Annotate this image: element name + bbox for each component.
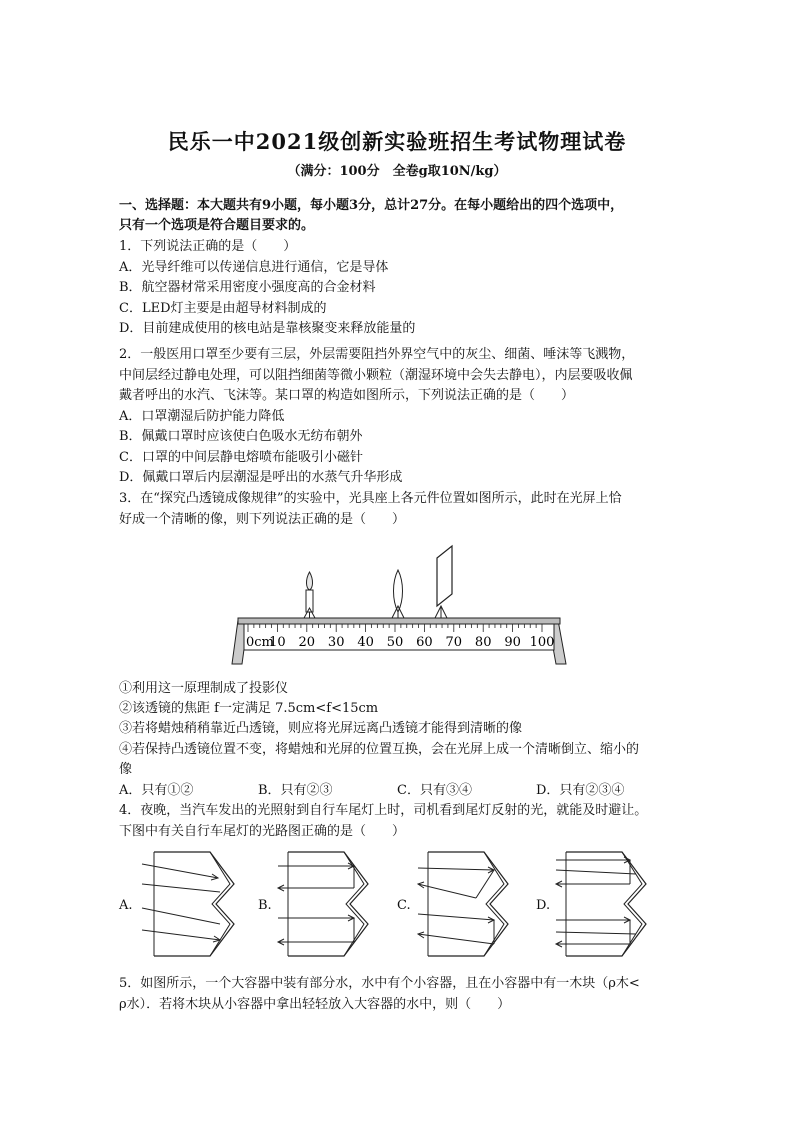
- q3-option-d: D．只有②③④: [536, 783, 625, 798]
- q4-diagram-c: [414, 848, 520, 962]
- q3-statement-4: ④若保持凸透镜位置不变，将蜡烛和光屏的位置互换，会在光屏上成一个清晰倒立、缩小的: [119, 742, 640, 757]
- q4-stem-line1: 4．夜晚，当汽车发出的光照射到自行车尾灯上时，司机看到尾灯反射的光，就能及时避让。: [119, 803, 648, 818]
- q3-statement-2: ②该透镜的焦距 f一定满足 7.5cm<f<15cm: [119, 701, 379, 716]
- q1-option-c: C．LED灯主要是由超导材料制成的: [119, 301, 327, 316]
- section-heading-line2: 只有一个选项是符合题目要求的。: [119, 218, 315, 233]
- q1-option-a: A．光导纤维可以传递信息进行通信，它是导体: [119, 260, 389, 275]
- q4-label-c: C.: [397, 898, 411, 913]
- ruler-tick-label: 70: [445, 635, 463, 650]
- q2-option-d: D．佩戴口罩后内层潮湿是呼出的水蒸气升华形成: [119, 470, 403, 485]
- q4-diagram-b: [276, 848, 382, 962]
- q5-stem-line2: ρ水）．若将木块从小容器中拿出轻轻放入大容器的水中，则（ ）: [119, 997, 511, 1012]
- q2-stem-line1: 2．一般医用口罩至少要有三层，外层需要阻挡外界空气中的灰尘、细菌、唾沫等飞溅物，: [119, 347, 635, 362]
- ruler-tick-label: 50: [386, 635, 404, 650]
- q2-option-a: A．口罩潮湿后防护能力降低: [119, 409, 285, 424]
- optical-bench-figure: [230, 542, 570, 666]
- q2-option-b: B．佩戴口罩时应该使白色吸水无纺布朝外: [119, 429, 363, 444]
- q4-stem-line2: 下图中有关自行车尾灯的光路图正确的是（ ）: [119, 824, 406, 839]
- ruler-tick-label: 90: [504, 635, 521, 650]
- q2-stem-line3: 戴者呼出的水汽、飞沫等。某口罩的构造如图所示，下列说法正确的是（ ）: [119, 388, 575, 403]
- q3-option-b: B．只有②③: [258, 783, 333, 798]
- q3-statement-4-cont: 像: [119, 762, 133, 777]
- bench-top-rail: [238, 618, 560, 624]
- q3-statement-3: ③若将蜡烛稍稍靠近凸透镜，则应将光屏远离凸透镜才能得到清晰的像: [119, 721, 523, 736]
- page-subtitle: （满分：100分 全卷g取10N/kg）: [287, 164, 507, 179]
- q4-label-d: D.: [536, 898, 551, 913]
- page-title: 民乐一中2021级创新实验班招生考试物理试卷: [167, 129, 627, 154]
- q3-statement-1: ①利用这一原理制成了投影仪: [119, 681, 289, 696]
- candle: [304, 572, 315, 618]
- q5-stem-line1: 5．如图所示，一个大容器中装有部分水，水中有个小容器，且在小容器中有一木块（ρ木<: [119, 976, 640, 991]
- ruler-tick-label: 30: [327, 635, 345, 650]
- q4-label-b: B.: [258, 898, 272, 913]
- q1-option-d: D．目前建成使用的核电站是靠核聚变来释放能量的: [119, 321, 416, 336]
- q3-option-c: C．只有③④: [397, 783, 472, 798]
- ruler-tick-label: 20: [298, 635, 316, 650]
- q4-label-a: A.: [119, 898, 133, 913]
- ruler-tick-label: 60: [416, 635, 433, 650]
- q2-stem-line2: 中间层经过静电处理，可以阻挡细菌等微小颗粒（潮湿环境中会失去静电），内层要吸收佩: [119, 368, 633, 383]
- q3-option-a: A．只有①②: [119, 783, 194, 798]
- light-screen: [435, 546, 452, 618]
- ruler-tick-label: 100: [529, 635, 555, 650]
- section-heading-line1: 一、选择题：本大题共有9小题，每小题3分，总计27分。在每小题给出的四个选项中，: [119, 198, 624, 213]
- q3-stem-line1: 3．在“探究凸透镜成像规律”的实验中，光具座上各元件位置如图所示，此时在光屏上恰: [119, 491, 622, 506]
- ruler-tick-label: 10: [269, 635, 286, 650]
- ruler-tick-label: 80: [474, 635, 492, 650]
- q1-option-b: B．航空器材常采用密度小强度高的合金材料: [119, 280, 376, 295]
- ruler-tick-label: 40: [357, 635, 374, 650]
- q3-stem-line2: 好成一个清晰的像，则下列说法正确的是（ ）: [119, 512, 406, 527]
- q1-stem: 1．下列说法正确的是（ ）: [119, 239, 297, 254]
- q4-diagram-d: [554, 848, 660, 962]
- q2-option-c: C．口罩的中间层静电熔喷布能吸引小磁针: [119, 450, 363, 465]
- q4-diagram-a: [136, 848, 242, 962]
- ruler-tick-label: 0cm: [246, 635, 274, 650]
- convex-lens: [392, 570, 404, 618]
